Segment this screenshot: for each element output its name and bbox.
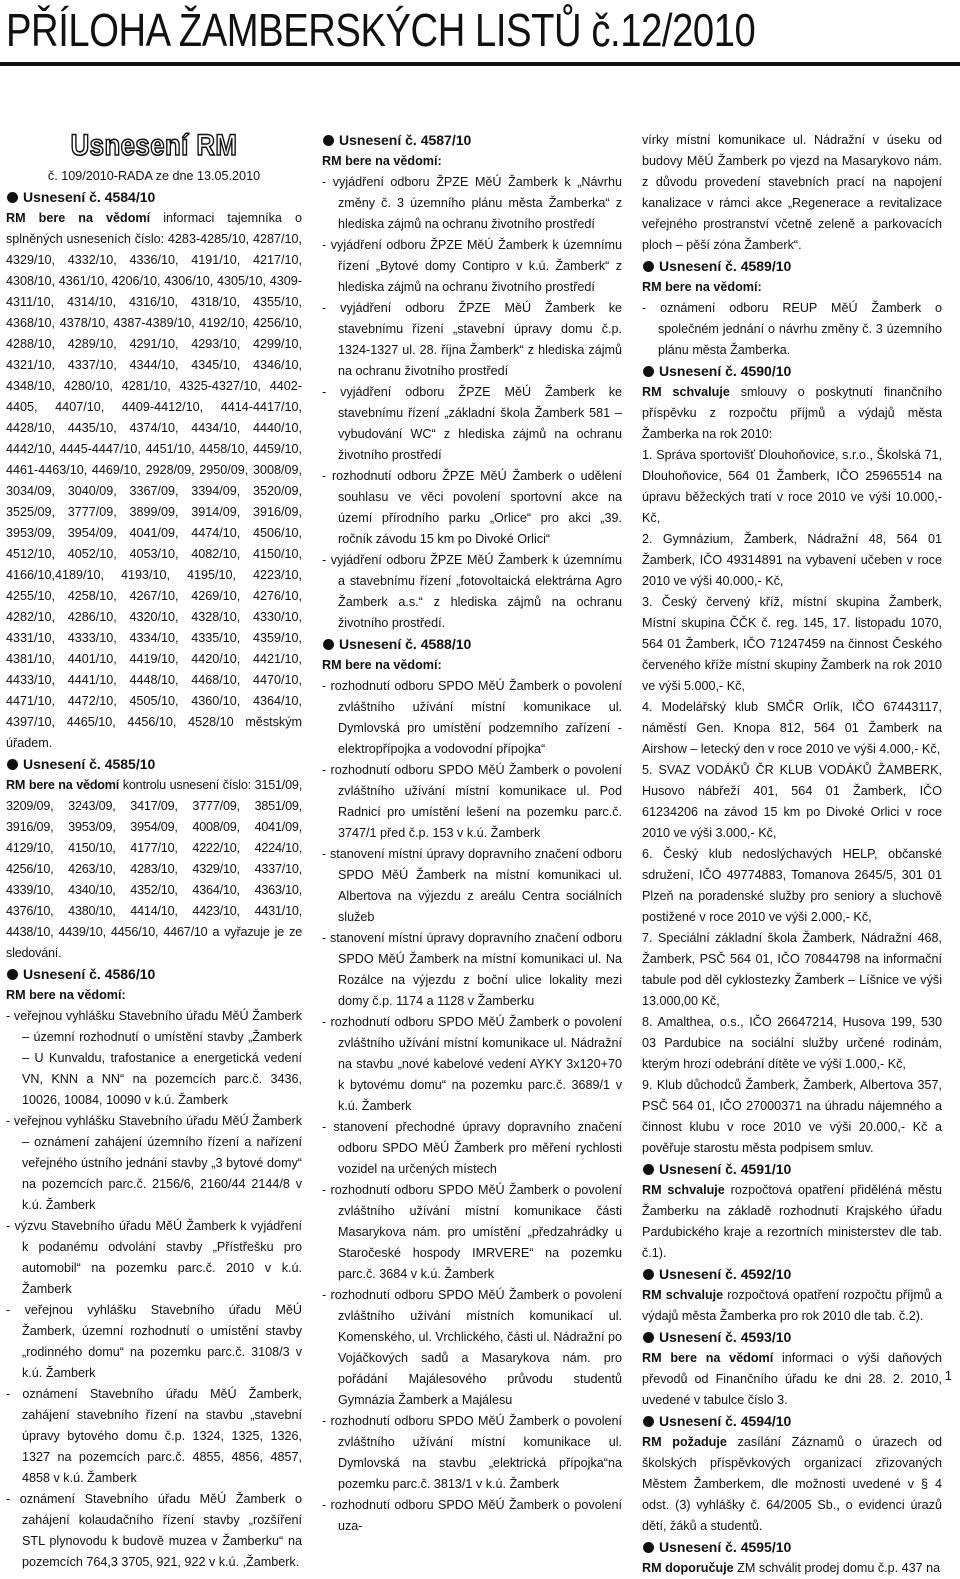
- list-item: - oznámení Stavebního úřadu MěÚ Žamberk o zahájení kolaudačního řízení stavby „rozšíření STL plynovodu k budově muzea v Žamberku“ na pozemcích 764,3 3705, 921, 922 v k.ú. ,Žamberk.: [6, 1492, 302, 1569]
- resolution-text-4584: RM bere na vědomí informaci tajemníka o splněných usneseních číslo: 4283-4285/10, 4287/10, 4329/10, 4332/10, 4336/10, 4191/10, 4217/10, 4308/10, 4361/10, 4206/10, 4306/10, 4305/10, 4309-4311/10, 4314/10, 4316/10, 4318/10, 4355/10, 4368/10, 4378/10, 4387-4389/10, 4192/10, 4256/10, 4288/10, 4289/10, 4291/10, 4293/10, 4299/10, 4321/10, 4337/10, 4344/10, 4345/10, 4346/10, 4348/10, 4280/10, 4281/10, 4325-4327/10, 4402-4405, 4407/10, 4409-4412/10, 4414-4417/10, 4428/10, 4435/10, 4374/10, 4434/10, 4440/10, 4442/10, 4445-4447/10, 4451/10, 4458/10, 4459/10, 4461-4463/10, 4469/10, 2928/09, 2950/09, 3008/09, 3034/09, 3040/09, 3367/09, 3394/09, 3520/09, 3525/09, 3777/09, 3899/09, 3914/09, 3916/09, 3953/09, 3954/09, 4041/09, 4474/10, 4506/10, 4512/10, 4052/10, 4053/10, 4082/10, 4150/10, 4166/10,4189/10, 4193/10, 4195/10, 4223/10, 4255/10, 4258/10, 4267/10, 4269/10, 4276/10, 4282/10, 4286/10, 4320/10, 4328/10, 4330/10, 4331/10, 4333/10, 4334/10, 4335/10, 4359/10, 4381/10, 4401/10, 4419/10, 4420/10, 4421/10, 4433/10, 4441/10, 4448/10, 4468/10, 4470/10, 4471/10, 4472/10, 4505/10, 4360/10, 4364/10, 4397/10, 4465/10, 4456/10, 4528/10 městským úřadem.: [6, 211, 302, 750]
- resolution-heading-4587: Usnesení č. 4587/10: [322, 130, 622, 151]
- page-number: 1: [944, 1368, 952, 1383]
- list-item: - oznámení odboru REUP MěÚ Žamberk o společném jednání o návrhu změny č. 3 územního plánu města Žamberka.: [642, 301, 942, 357]
- list-item: - rozhodnutí odboru SPDO MěÚ Žamberk o povolení zvláštního užívání místní komunikace ul. Dymlovská pro umístění podzemního zařízení - elektropřípojka a vodovodní přípojka“: [322, 679, 622, 756]
- list-item: - vyjádření odboru ŽPZE MěÚ Žamberk k územnímu a stavebnímu řízení „fotovoltaická elektrárna Agro Žamberk a.s.“ z hlediska zájmů na ochranu životního prostředí.: [322, 553, 622, 630]
- bullet-icon: [643, 1416, 654, 1427]
- masthead-title: PŘÍLOHA ŽAMBERSKÝCH LISTŮ č.12/2010: [6, 4, 756, 56]
- list-item: - vyjádření odboru ŽPZE MěÚ Žamberk k „Návrhu změny č. 3 územního plánu města Žamberka“ z hlediska zájmů na ochranu životního prostředí: [322, 175, 622, 231]
- bullet-icon: [643, 366, 654, 377]
- bullet-icon: [7, 969, 18, 980]
- list-item: - rozhodnutí odboru SPDO MěÚ Žamberk o povolení uza-: [322, 1498, 622, 1533]
- resolution-text-4595: RM doporučuje ZM schválit prodej domu č.p. 437 na: [642, 1561, 941, 1575]
- section-title: Usnesení RM: [70, 129, 238, 162]
- resolution-heading-4590: Usnesení č. 4590/10: [642, 361, 942, 382]
- resolution-text-4592: RM schvaluje rozpočtová opatření rozpočtu příjmů a výdajů města Žamberka pro rok 2010 dle tab. č.2).: [642, 1288, 942, 1323]
- resolution-lead-4586: RM bere na vědomí:: [6, 988, 126, 1002]
- resolution-heading-4589: Usnesení č. 4589/10: [642, 256, 942, 277]
- masthead-rule: [0, 62, 960, 66]
- bullet-icon: [643, 1164, 654, 1175]
- list-item: - stanovení místní úpravy dopravního značení odboru SPDO MěÚ Žamberk na místní komunikaci ul. Na Rozálce na výjezdu z boční ulice lokality mezi domy č.p. 1174 a 1128 v Žamberku: [322, 931, 622, 1008]
- resolution-text-4591: RM schvaluje rozpočtová opatření přiděléná městu Žamberku na základě rozhodnutí Krajského úřadu Pardubického kraje a rezortních ministerstev dle tab. č.1).: [642, 1183, 942, 1260]
- resolution-heading-4593: Usnesení č. 4593/10: [642, 1327, 942, 1348]
- bullet-icon: [643, 1269, 654, 1280]
- resolution-heading-4594: Usnesení č. 4594/10: [642, 1411, 942, 1432]
- resolution-text-4594: RM požaduje zasílání Záznamů o úrazech od školských příspěvkových organizací zřizovaných Městem Žamberkem, dle možnosti uvedené v § 4 odst. (3) vyhlášky č. 64/2005 Sb., o evidenci úrazů dětí, žáků a studentů.: [642, 1435, 942, 1533]
- resolution-text-4585: RM bere na vědomí kontrolu usnesení číslo: 3151/09, 3209/09, 3243/09, 3417/09, 3777/09, 3851/09, 3916/09, 3953/09, 3954/09, 4008/09, 4041/09, 4129/10, 4150/10, 4177/10, 4222/10, 4224/10, 4256/10, 4263/10, 4283/10, 4329/10, 4337/10, 4339/10, 4340/10, 4352/10, 4364/10, 4363/10, 4376/10, 4380/10, 4414/10, 4423/10, 4431/10, 4438/10, 4439/10, 4456/10, 4467/10 a vyřazuje je ze sledování.: [6, 778, 303, 960]
- bullet-icon: [7, 192, 18, 203]
- list-item: - vyjádření odboru ŽPZE MěÚ Žamberk k územnímu řízení „Bytové domy Contipro v k.ú. Žamberk“ z hlediska zájmů na ochranu životního prostředí: [322, 238, 622, 294]
- list-item: 2. Gymnázium, Žamberk, Nádražní 48, 564 01 Žamberk, IČO 49314891 na vybavení učeben v roce 2010 ve výši 40.000,- Kč,: [642, 532, 942, 588]
- bullet-icon: [643, 1542, 654, 1553]
- list-item: 8. Amalthea, o.s., IČO 26647214, Husova 199, 530 03 Pardubice na sociální služby určené rodinám, kterým hrozí odebrání dítěte ve výši 1.000,- Kč,: [642, 1015, 942, 1071]
- list-item: - vyjádření odboru ŽPZE MěÚ Žamberk ke stavebnímu řízení „stavební úpravy domu č.p. 1324-1327 ul. 28. října Žamberk“ z hlediska zájmů na ochranu životního prostředí: [322, 301, 622, 378]
- resolution-text-4590: RM schvaluje smlouvy o poskytnutí finančního příspěvku z rozpočtu příjmů a výdajů města Žamberka na rok 2010:: [642, 385, 942, 441]
- list-item: - rozhodnutí odboru SPDO MěÚ Žamberk o povolení zvláštního užívání místních komunikací ul. Komenského, ul. Vrchlického, části ul. Nádražní po Vojáčkových sadů a Masarykova nám. pro pořádání Majálesového průvodu studentů Gymnázia Žamberk a Majálesu: [322, 1288, 622, 1407]
- list-item: - rozhodnutí odboru SPDO MěÚ Žamberk o povolení zvláštního užívání místní komunikace části Masarykova nám. pro umístění „předzahrádky u Staročeské hospody IMRVERE“ na pozemku parc.č. 3684 v k.ú. Žamberk: [322, 1183, 622, 1281]
- resolution-lead-4587: RM bere na vědomí:: [322, 154, 442, 168]
- list-item: 4. Modelářský klub SMČR Orlík, IČO 67443117, náměstí Gen. Knopa 812, 564 01 Žamberk na Airshow – letecký den v roce 2010 ve výši 4.000,- Kč,: [642, 700, 942, 756]
- list-item: 1. Správa sportovišť Dlouhoňovice, s.r.o., Školská 71, Dlouhoňovice, 564 01 Žamberk, IČO 25965514 na úpravu běžeckých tratí v roce 2010 ve výši 10.000,- Kč,: [642, 448, 942, 525]
- bullet-icon: [643, 1332, 654, 1343]
- resolution-heading-4588: Usnesení č. 4588/10: [322, 634, 622, 655]
- list-item: - výzvu Stavebního úřadu MěÚ Žamberk k vyjádření k podanému odvolání stavby „Přístřešku pro automobil“ na pozemku parc.č. 2010 v k.ú. Žamberk: [6, 1219, 302, 1296]
- resolution-lead-4589: RM bere na vědomí:: [642, 280, 762, 294]
- continued-text: vírky místní komunikace ul. Nádražní v úseku od budovy MěÚ Žamberk po vjezd na Masarykovo nám. z důvodu provedení stavebních prací na napojení kanalizace v rámci akce „Regenerace a revitalizace veřejného prostranství včetně zeleně a parkovacích ploch – pěší zóna Žamberk“.: [642, 133, 942, 252]
- section-subtitle: č. 109/2010-RADA ze dne 13.05.2010: [47, 169, 261, 183]
- list-item: - rozhodnutí odboru SPDO MěÚ Žamberk o povolení zvláštního užívání místní komunikace ul. Nádražní na stavbu „nové kabelové vedení AYKY 3x120+70 k bytovému domu“ na pozemku parc.č. 3689/1 v k.ú. Žamberk: [322, 1015, 622, 1113]
- list-item: 6. Český klub nedoslýchavých HELP, občanské sdružení, IČO 49774883, Tomanova 2645/5, 301 01 Plzeň na poradenské služby pro seniory a sluchově postižené v roce 2010 ve výši 2.000,- Kč,: [642, 847, 942, 924]
- list-item: - rozhodnutí odboru SPDO MěÚ Žamberk o povolení zvláštního užívání místní komunikace ul. Pod Radnicí pro umístění lešení na pozemku parc.č. 3747/1 před č.p. 153 v k.ú. Žamberk: [322, 763, 622, 840]
- list-item: 5. SVAZ VODÁKŮ ČR KLUB VODÁKŮ ŽAMBERK, Husovo nábřeží 401, 564 01 Žamberk, IČO 61234206 na závod 15 km po Divoké Orlici v roce 2010 ve výši 3.000,- Kč,: [642, 763, 942, 840]
- list-item: - veřejnou vyhlášku Stavebního úřadu MěÚ Žamberk – oznámení zahájení územního řízení a nařízení veřejného ústního jednání stavby „3 bytové domy“ na pozemcích parc.č. 2156/6, 2160/44 2144/8 v k.ú. Žamberk: [6, 1114, 302, 1212]
- column-1: [6, 130, 302, 1573]
- list-item: - stanovení místní úpravy dopravního značení odboru SPDO MěÚ Žamberk na místní komunikaci ul. Albertova na výjezdu z areálu Centra sociálních služeb: [322, 847, 622, 924]
- list-item: - vyjádření odboru ŽPZE MěÚ Žamberk ke stavebnímu řízení „základní škola Žamberk 581 – vybudování WC“ z hlediska zájmů na ochranu životního prostředí: [322, 385, 622, 462]
- resolution-heading-4592: Usnesení č. 4592/10: [642, 1264, 942, 1285]
- resolution-heading-4585: Usnesení č. 4585/10: [6, 754, 302, 775]
- list-item: - veřejnou vyhlášku Stavebního úřadu MěÚ Žamberk – územní rozhodnutí o umístění stavby „Žamberk – U Kunvaldu, trafostanice a energetická vedení VN, KNN a NN“ na pozemcích parc.č. 3436, 10026, 10084, 10090 v k.ú. Žamberk: [6, 1009, 302, 1107]
- column-3: [642, 130, 942, 1579]
- bullet-icon: [643, 261, 654, 272]
- bullet-icon: [323, 135, 334, 146]
- resolution-lead-4588: RM bere na vědomí:: [322, 658, 442, 672]
- list-item: - rozhodnutí odboru ŽPZE MěÚ Žamberk o udělení souhlasu ve věci povolení sportovní akce na území přírodního parku „Orlice“ pro akci „39. ročník závodu 15 km po Divoké Orlici“: [322, 469, 622, 546]
- resolution-heading-4591: Usnesení č. 4591/10: [642, 1159, 942, 1180]
- list-item: - oznámení Stavebního úřadu MěÚ Žamberk, zahájení stavebního řízení na stavbu „stavební úpravy bytového domu č.p. 1324, 1325, 1326, 1327 na pozemcích parc.č. 4855, 4856, 4857, 4858 v k.ú. Žamberk: [6, 1387, 302, 1485]
- resolution-heading-4584: Usnesení č. 4584/10: [6, 187, 302, 208]
- resolution-heading-4586: Usnesení č. 4586/10: [6, 964, 302, 985]
- list-item: 9. Klub důchodců Žamberk, Žamberk, Albertova 357, PSČ 564 01, IČO 27000371 na úhradu nájemného a činnost klubu v roce 2010 ve výši 20.000,- Kč a pověřuje starostu města podpisem smluv.: [642, 1078, 942, 1155]
- list-item: 3. Český červený kříž, místní skupina Žamberk, Místní skupina ČČK č. reg. 145, 17. listopadu 1070, 564 01 Žamberk, IČO 71247459 na činnost Českého červeného kříže místní skupiny Žamberk na rok 2010 ve výši 5.000,- Kč,: [642, 595, 942, 693]
- list-item: - rozhodnutí odboru SPDO MěÚ Žamberk o povolení zvláštního užívání místní komunikace ul. Dymlovská na stavbu „elektrická přípojka“na pozemku parc.č. 3813/1 v k.ú. Žamberk: [322, 1414, 622, 1491]
- bullet-icon: [7, 759, 18, 770]
- resolution-heading-4595: Usnesení č. 4595/10: [642, 1537, 942, 1558]
- list-item: 7. Speciální základní škola Žamberk, Nádražní 468, Žamberk, PSČ 564 01, IČO 70844798 na informační tabule pod děl cyklostezky Žamberk – Líšnice ve výši 13.000,00 Kč,: [642, 931, 942, 1008]
- list-item: - veřejnou vyhlášku Stavebního úřadu MěÚ Žamberk, územní rozhodnutí o umístění stavby „rodinného domu“ na pozemku parc.č. 3108/3 v k.ú. Žamberk: [6, 1303, 302, 1380]
- resolution-text-4593: RM bere na vědomí informaci o výši daňových převodů od Finančního úřadu ke dni 28. 2. 2010, uvedené v tabulce číslo 3.: [642, 1351, 942, 1407]
- column-2: [322, 130, 622, 1537]
- bullet-icon: [323, 639, 334, 650]
- list-item: - stanovení přechodné úpravy dopravního značení odboru SPDO MěÚ Žamberk pro měření rychlosti vozidel na určených místech: [322, 1120, 622, 1176]
